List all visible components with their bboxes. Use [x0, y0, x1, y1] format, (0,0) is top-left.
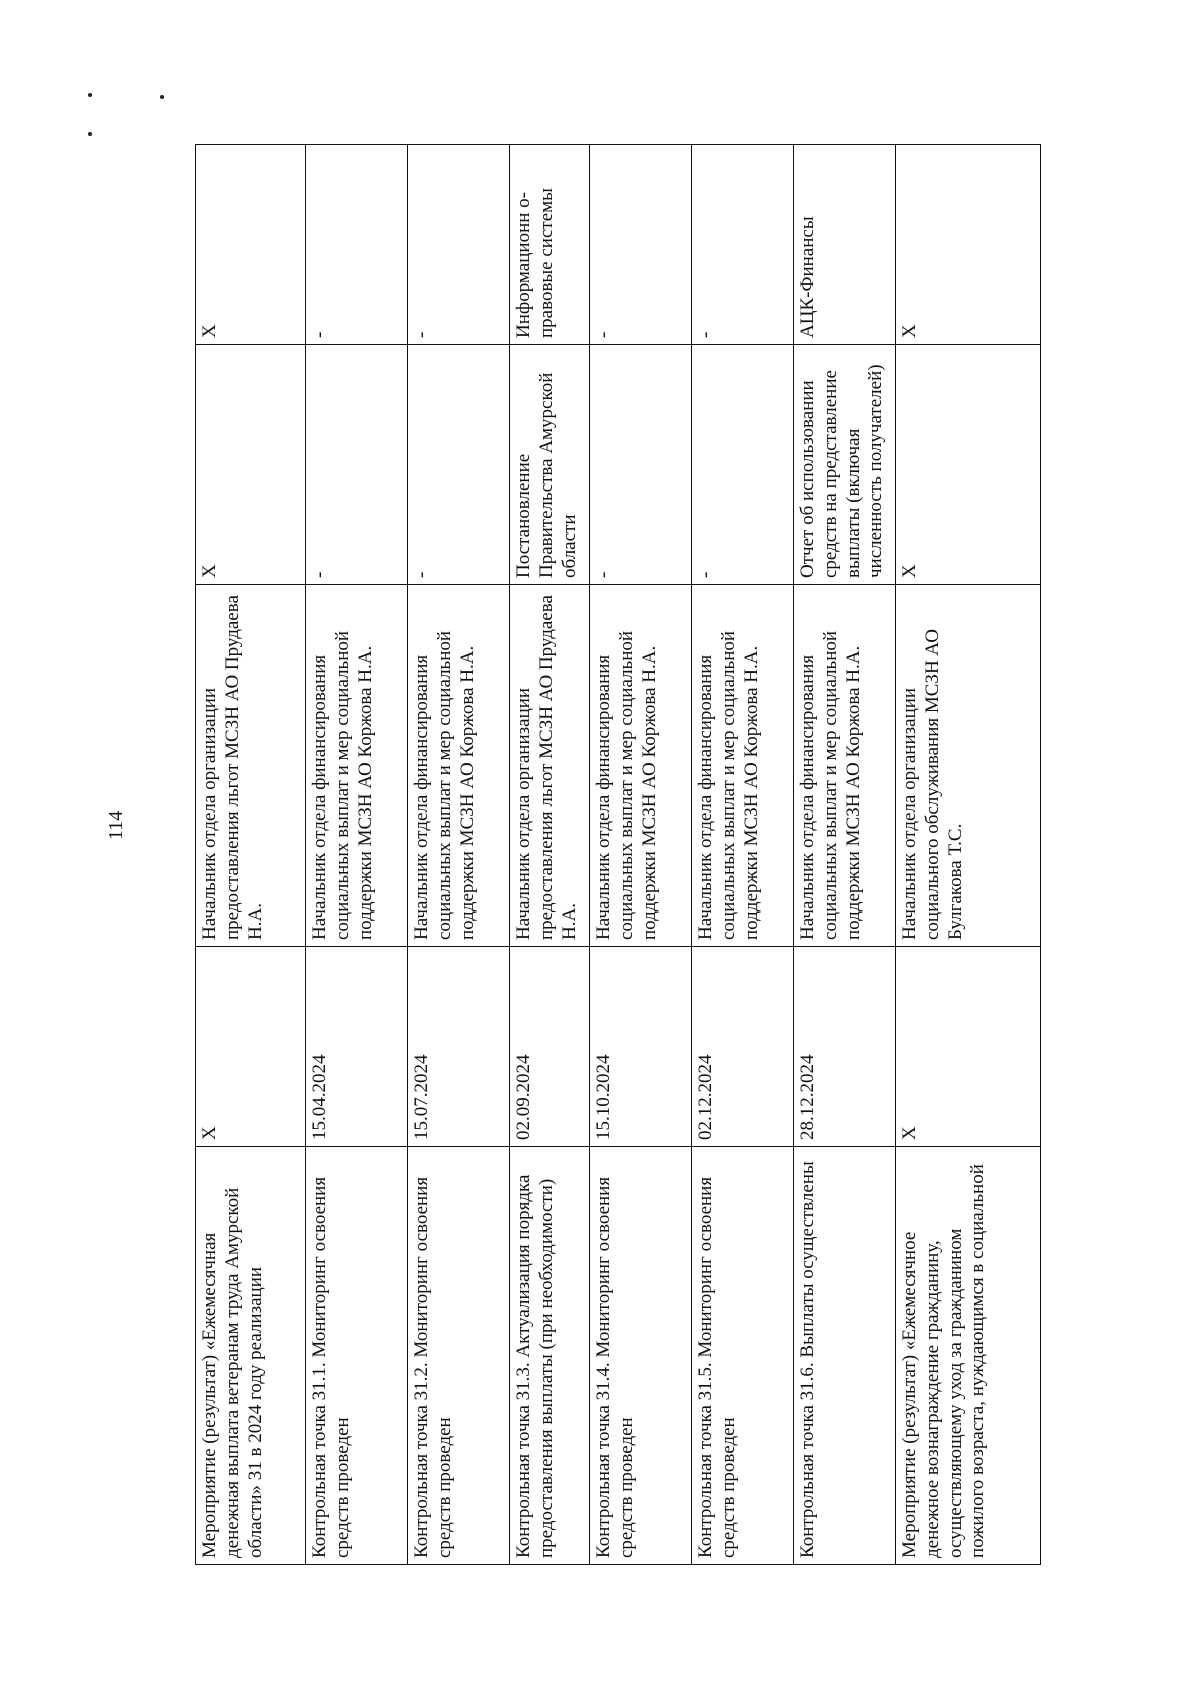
- system-cell: X: [196, 145, 306, 345]
- date-cell: 15.04.2024: [306, 947, 408, 1147]
- responsible-cell: Начальник отдела организации предоставления льгот МСЗН АО Прудаева Н.А.: [196, 585, 306, 947]
- event-cell: Контрольная точка 31.5. Мониторинг освоения средств проведен: [692, 1147, 794, 1565]
- plan-table: [195, 144, 1041, 1565]
- date-cell: 02.09.2024: [510, 947, 590, 1147]
- responsible-cell: Начальник отдела организации предоставления льгот МСЗН АО Прудаева Н.А.: [510, 585, 590, 947]
- table-row: [196, 145, 306, 1565]
- document-cell: -: [408, 345, 510, 585]
- date-cell: 15.07.2024: [408, 947, 510, 1147]
- system-cell: -: [306, 145, 408, 345]
- document-cell: Постановление Правительства Амурской области: [510, 345, 590, 585]
- document-cell: X: [896, 345, 1041, 585]
- event-cell: Контрольная точка 31.2. Мониторинг освоения средств проведен: [408, 1147, 510, 1565]
- table-row: [692, 145, 794, 1565]
- responsible-cell: Начальник отдела финансирования социальных выплат и мер социальной поддержки МСЗН АО Коржова Н.А.: [692, 585, 794, 947]
- document-cell: -: [306, 345, 408, 585]
- system-cell: -: [692, 145, 794, 345]
- event-cell: Мероприятие (результат) «Ежемесячная денежная выплата ветеранам труда Амурской области» 31 в 2024 году реализации: [196, 1147, 306, 1565]
- event-cell: Мероприятие (результат) «Ежемесячное денежное вознаграждение гражданину, осуществляющему уход за гражданином пожилого возраста, нуждающимся в социальной: [896, 1147, 1041, 1565]
- responsible-cell: Начальник отдела финансирования социальных выплат и мер социальной поддержки МСЗН АО Коржова Н.А.: [306, 585, 408, 947]
- document-cell: -: [692, 345, 794, 585]
- date-cell: 02.12.2024: [692, 947, 794, 1147]
- table-row: [896, 145, 1041, 1565]
- table-row: [408, 145, 510, 1565]
- responsible-cell: Начальник отдела финансирования социальных выплат и мер социальной поддержки МСЗН АО Коржова Н.А.: [408, 585, 510, 947]
- scan-speck: [88, 93, 92, 97]
- event-cell: Контрольная точка 31.3. Актуализация порядка предоставления выплаты (при необходимости): [510, 1147, 590, 1565]
- plan-table-container: [195, 145, 1040, 1565]
- date-cell: X: [196, 947, 306, 1147]
- document-cell: X: [196, 345, 306, 585]
- system-cell: Информационн о-правовые системы: [510, 145, 590, 345]
- table-row: [510, 145, 590, 1565]
- system-cell: АЦК-Финансы: [794, 145, 896, 345]
- date-cell: 15.10.2024: [590, 947, 692, 1147]
- system-cell: -: [408, 145, 510, 345]
- event-cell: Контрольная точка 31.1. Мониторинг освоения средств проведен: [306, 1147, 408, 1565]
- page-number: 114: [105, 810, 127, 840]
- system-cell: X: [896, 145, 1041, 345]
- responsible-cell: Начальник отдела организации социального обслуживания МСЗН АО Булгакова Т.С.: [896, 585, 1041, 947]
- responsible-cell: Начальник отдела финансирования социальных выплат и мер социальной поддержки МСЗН АО Коржова Н.А.: [794, 585, 896, 947]
- date-cell: 28.12.2024: [794, 947, 896, 1147]
- scan-speck: [160, 95, 164, 99]
- table-row: [590, 145, 692, 1565]
- table-row: [306, 145, 408, 1565]
- document-cell: -: [590, 345, 692, 585]
- date-cell: X: [896, 947, 1041, 1147]
- event-cell: Контрольная точка 31.4. Мониторинг освоения средств проведен: [590, 1147, 692, 1565]
- responsible-cell: Начальник отдела финансирования социальных выплат и мер социальной поддержки МСЗН АО Коржова Н.А.: [590, 585, 692, 947]
- system-cell: -: [590, 145, 692, 345]
- scan-speck: [88, 132, 92, 136]
- event-cell: Контрольная точка 31.6. Выплаты осуществлены: [794, 1147, 896, 1565]
- document-cell: Отчет об использовании средств на представление выплаты (включая численность получателей): [794, 345, 896, 585]
- table-row: [794, 145, 896, 1565]
